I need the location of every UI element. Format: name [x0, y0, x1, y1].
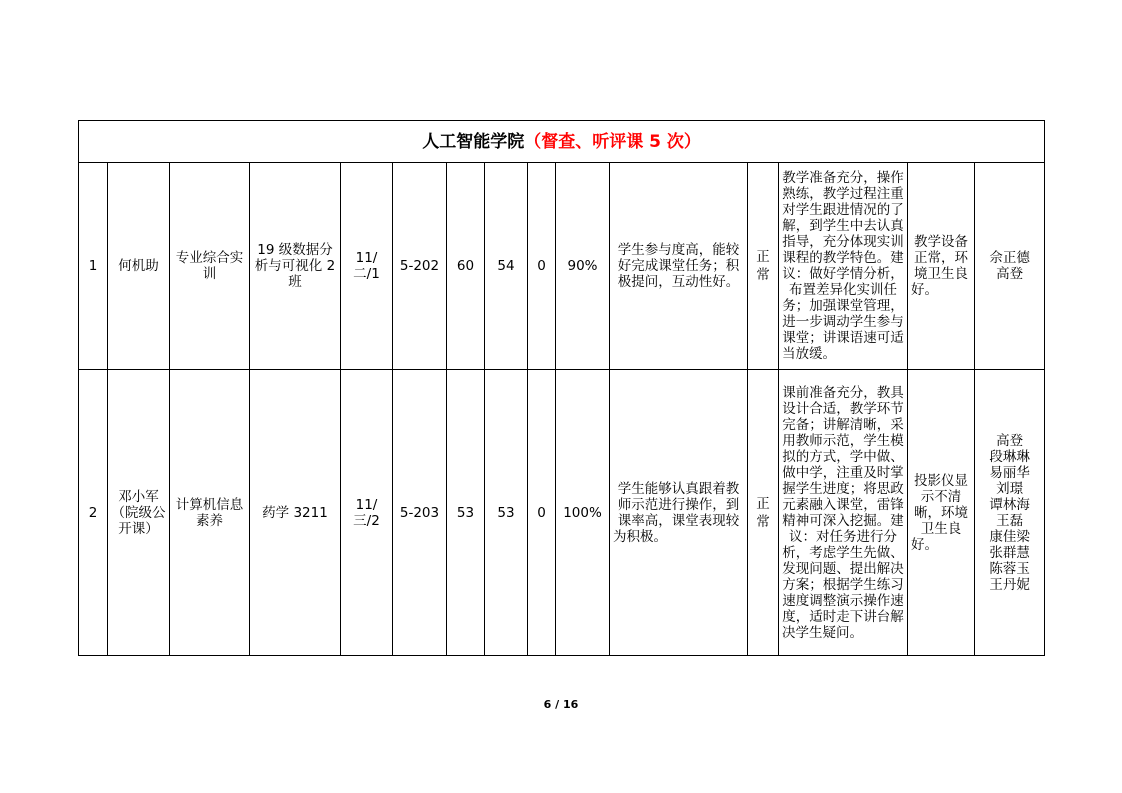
cell-rate: 90%	[556, 163, 610, 370]
cell-date: 11/二/1	[341, 163, 393, 370]
cell-late: 0	[528, 370, 556, 656]
page-number	[0, 698, 1122, 711]
cell-teacher: 邓小军（院级公开课）	[108, 370, 170, 656]
title-highlight: （督查、听评课 5 次）	[524, 131, 701, 152]
cell-environment: 投影仪显示不清晰，环境卫生良好。	[908, 370, 975, 656]
report-sheet	[78, 120, 1044, 656]
inspection-table	[78, 120, 1045, 656]
cell-course: 计算机信息素养	[170, 370, 250, 656]
inspector-name: 康佳梁	[989, 528, 1030, 545]
cell-no: 2	[79, 370, 108, 656]
cell-date: 11/三/2	[341, 370, 393, 656]
table-row	[79, 163, 1045, 370]
cell-course: 专业综合实训	[170, 163, 250, 370]
cell-class: 药学 3211	[250, 370, 341, 656]
cell-student-eval: 学生参与度高，能较好完成课堂任务；积极提问，互动性好。	[610, 163, 748, 370]
status-char: 正	[756, 249, 770, 265]
title-main: 人工智能学院	[422, 131, 525, 152]
cell-inspectors	[975, 370, 1045, 656]
status-char: 正	[756, 495, 770, 512]
page-total: 16	[563, 698, 579, 711]
inspector-name: 易丽华	[989, 464, 1030, 481]
inspector-name: 佘正德	[989, 250, 1030, 266]
cell-late: 0	[528, 163, 556, 370]
cell-teaching-eval: 教学准备充分，操作熟练，教学过程注重对学生跟进情况的了解，到学生中去认真指导，充分体现实训课程的教学特色。建议：做好学情分析，布置差异化实训任务；加强课堂管理，进一步调动学生参与课堂；讲课语速可适当放缓。	[779, 163, 908, 370]
table-row	[79, 370, 1045, 656]
cell-class: 19 级数据分析与可视化 2 班	[250, 163, 341, 370]
inspector-name: 陈蓉玉	[989, 560, 1030, 577]
cell-room: 5-202	[393, 163, 447, 370]
inspector-name: 张群慧	[989, 544, 1030, 561]
cell-teacher: 何机助	[108, 163, 170, 370]
cell-no: 1	[79, 163, 108, 370]
cell-inspectors	[975, 163, 1045, 370]
inspector-name: 高登	[996, 266, 1024, 282]
status-char: 常	[756, 513, 770, 530]
inspector-name: 王丹妮	[989, 576, 1030, 593]
cell-rate: 100%	[556, 370, 610, 656]
cell-student-eval: 学生能够认真跟着教师示范进行操作，到课率高，课堂表现较为积极。	[610, 370, 748, 656]
cell-environment: 教学设备正常，环境卫生良好。	[908, 163, 975, 370]
cell-present: 53	[485, 370, 528, 656]
cell-enrolled: 53	[447, 370, 485, 656]
page-separator: /	[551, 698, 564, 711]
page-current: 6	[543, 698, 552, 711]
inspector-name: 王磊	[996, 512, 1024, 529]
title-row	[79, 121, 1045, 163]
cell-enrolled: 60	[447, 163, 485, 370]
cell-room: 5-203	[393, 370, 447, 656]
cell-status	[748, 370, 779, 656]
cell-status	[748, 163, 779, 370]
inspector-name: 高登	[996, 432, 1024, 449]
cell-teaching-eval: 课前准备充分，教具设计合适，教学环节完备；讲解清晰，采用教师示范，学生模拟的方式，学中做、做中学，注重及时掌握学生进度；将思政元素融入课堂，雷锋精神可深入挖掘。建议：对任务进行分析，考虑学生先做、发现问题、提出解决方案；根据学生练习速度调整演示操作速度，适时走下讲台解决学生疑问。	[779, 370, 908, 656]
page-title	[79, 121, 1045, 163]
status-char: 常	[756, 267, 770, 283]
inspector-name: 刘璟	[996, 480, 1024, 497]
inspector-name: 段琳琳	[989, 448, 1030, 465]
cell-present: 54	[485, 163, 528, 370]
inspector-name: 谭林海	[989, 496, 1030, 513]
